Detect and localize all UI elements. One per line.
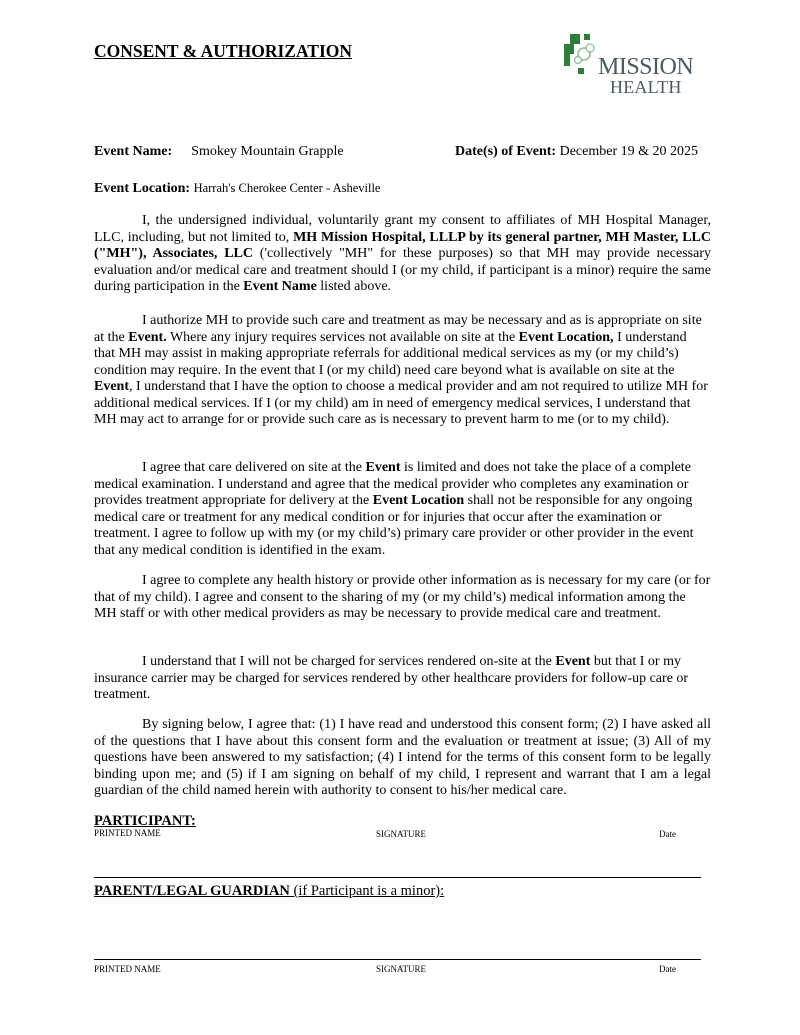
guardian-printed-name-label: PRINTED NAME [94, 964, 161, 974]
event-dates-value: December 19 & 20 2025 [559, 144, 699, 159]
p3-text-2: is limited and does not take the place of a complete medical examination. I understand and agree that the medical provider who completes any examination or provides treatment appropriate for delivery at the [94, 460, 691, 508]
p2-text-4: , I understand that I have the option to choose a medical provider and am not required to utilize MH for additional medical services. If I (or my child) am in need of emergency medical services, I understand that MH may act to arrange for or provide such care as is necessary to prevent harm to me (or to my child). [94, 379, 708, 427]
guardian-heading-suffix: (if Participant is a minor): [289, 883, 445, 899]
p3-bold-1: Event [365, 460, 401, 475]
p1-text-2: ('collectively "MH" for these purposes) so that MH may provide necessary evaluation and/or medical care and treatment should I (or my child, if participant is a minor) require the same during participation in the [94, 246, 711, 294]
consent-paragraph-4 [94, 573, 711, 623]
guardian-heading-text: PARENT/LEGAL GUARDIAN [94, 883, 290, 899]
event-name-label: Event Name: [94, 144, 173, 159]
p5-bold-1: Event [555, 654, 591, 669]
p4-text-1: I agree to complete any health history or provide other information as is necessary for my care (or for that of my child). I agree and consent to the sharing of my (or my child’s) medical information among the MH staff or with other medical providers as may be necessary to provide medical care and treatment. [94, 573, 711, 621]
guardian-signature-label: SIGNATURE [376, 964, 427, 974]
p2-text-2: Where any injury requires services not available on site at the [166, 329, 519, 345]
p6-text-1: By signing below, I agree that: (1) I have read and understood this consent form; (2) I have asked all of the questions that I have about this consent form and the evaluation or treatment at issue; (3) All of my questions have been answered to my satisfaction; (4) I intend for the terms of this consent form to be legally binding upon me; and (5) if I am signing on behalf of my child, I represent and warrant that I am a legal guardian of the child named herein with authority to consent to his/her medical care. [94, 717, 711, 798]
participant-date-label: Date [659, 829, 676, 839]
event-dates-label: Date(s) of Event: [455, 144, 557, 159]
guardian-signature-line[interactable] [94, 959, 701, 960]
page-title: CONSENT & AUTHORIZATION [94, 41, 353, 61]
logo-word-mission: MISSION [598, 54, 694, 80]
consent-paragraph-5 [94, 654, 711, 704]
mission-health-logo [560, 32, 710, 98]
p3-text-3: shall not be responsible for any ongoing medical care or treatment for any medical condition or for injuries that occur after the examination or treatment. I agree to follow up with my (or my child’s) primary care provider or other provider in the event that any medical condition is identified in the exam. [94, 493, 694, 558]
mission-health-cross-icon [562, 32, 602, 80]
consent-paragraph-1 [94, 213, 711, 296]
p2-bold-1: Event. [128, 329, 167, 345]
participant-heading-text: PARTICIPANT: [94, 813, 196, 829]
logo-word-health: HEALTH [610, 77, 682, 97]
event-name-value: Smokey Mountain Grapple [191, 144, 344, 159]
event-location-value: Harrah's Cherokee Center - Asheville [193, 181, 381, 195]
p1-bold-2: Event Name [243, 279, 317, 294]
p3-text-1: I agree that care delivered on site at the [142, 460, 366, 475]
p1-text-3: listed above. [316, 279, 392, 294]
event-dates-row [455, 144, 698, 160]
guardian-date-label: Date [659, 964, 676, 974]
consent-paragraph-6 [94, 717, 711, 800]
participant-signature-label: SIGNATURE [376, 829, 427, 839]
p3-bold-2: Event Location [372, 493, 465, 508]
p5-text-1: I understand that I will not be charged for services rendered on-site at the [142, 654, 556, 669]
consent-paragraph-3 [94, 460, 711, 559]
p2-bold-2: Event Location, [518, 329, 614, 345]
event-name-row [94, 144, 344, 160]
p2-bold-3: Event [94, 379, 129, 394]
event-location-label: Event Location: [94, 181, 191, 196]
p1-text-1: I, the undersigned individual, voluntarily grant my consent to affiliates of MH Hospital Manager, LLC, including, but not limited to, [94, 213, 711, 245]
p2-text-3: I understand that MH may assist in making appropriate referrals for additional medical services as my (or my child’s) condition may require. In the event that I (or my child) need care beyond what is available on site at the [94, 329, 687, 378]
participant-signature-line[interactable] [94, 877, 701, 878]
participant-printed-name-label: PRINTED NAME [94, 828, 161, 838]
p2-text-1: I authorize MH to provide such care and treatment as may be necessary and as is appropriate on site at the [94, 313, 702, 345]
guardian-heading [94, 883, 444, 900]
consent-paragraph-2 [94, 313, 711, 429]
p1-bold-1: MH Mission Hospital, LLLP by its general partner, MH Master, LLC ("MH"), Associates, LLC [94, 229, 711, 261]
event-location-row [94, 181, 380, 197]
p5-text-2: but that I or my insurance carrier may be charged for services rendered by other healthcare providers for follow-up care or treatment. [94, 654, 689, 702]
